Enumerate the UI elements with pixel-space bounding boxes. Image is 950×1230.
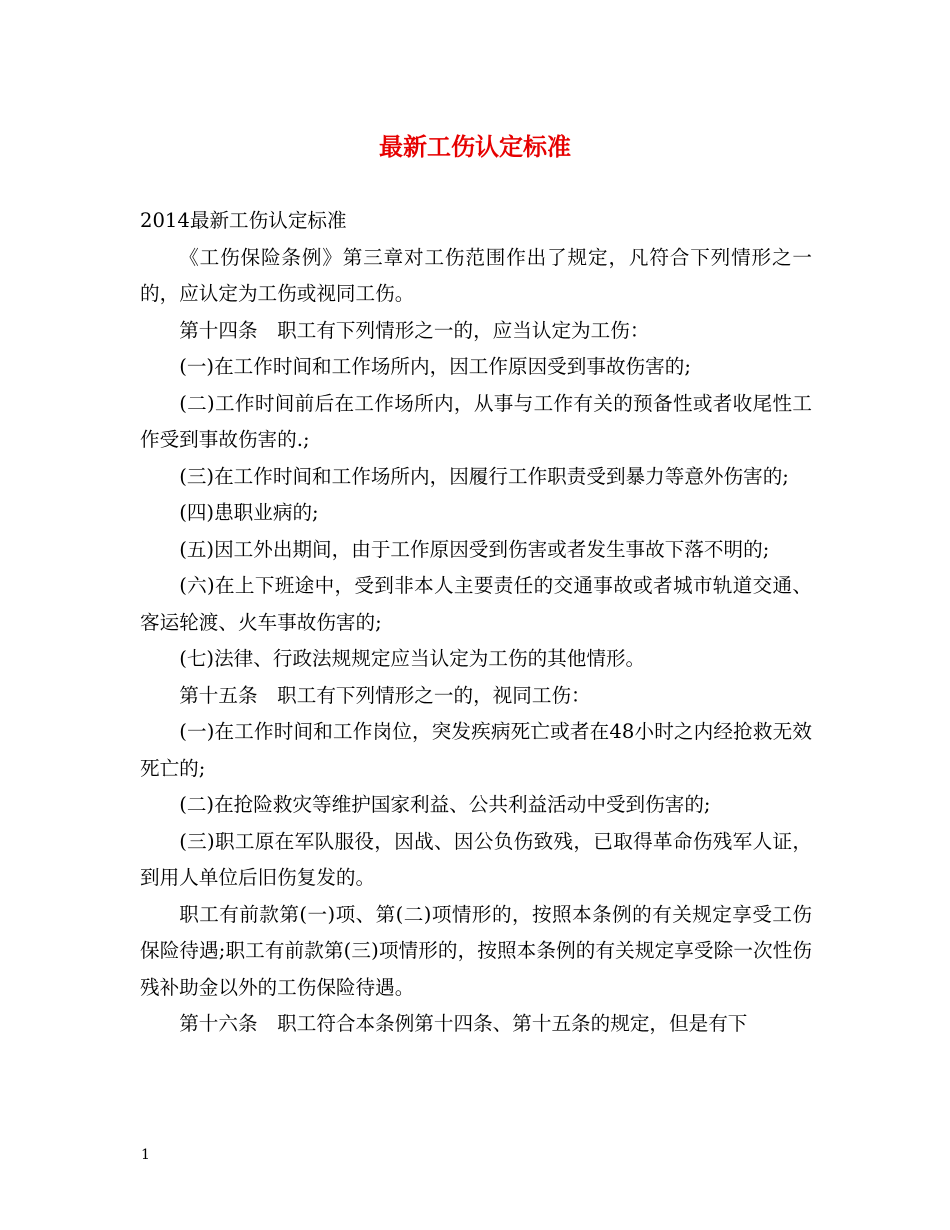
paragraph: (六)在上下班途中，受到非本人主要责任的交通事故或者城市轨道交通、客运轮渡、火车事故伤害的;: [140, 574, 812, 634]
paragraph: 第十四条 职工有下列情形之一的，应当认定为工伤：: [179, 318, 650, 342]
paragraph: (三)职工原在军队服役，因战、因公负伤致残，已取得革命伤残军人证，到用人单位后旧伤复发的。: [140, 829, 812, 889]
paragraph: (五)因工外出期间，由于工作原因受到伤害或者发生事故下落不明的;: [179, 537, 770, 561]
paragraph: (三)在工作时间和工作场所内，因履行工作职责受到暴力等意外伤害的;: [179, 464, 789, 488]
paragraph: 职工有前款第(一)项、第(二)项情形的，按照本条例的有关规定享受工伤保险待遇;职工有前款第(三)项情形的，按照本条例的有关规定享受除一次性伤残补助金以外的工伤保险待遇。: [140, 902, 812, 999]
document-title: 最新工伤认定标准: [379, 132, 571, 161]
paragraph: 2014最新工伤认定标准: [140, 209, 347, 232]
paragraph: (二)在抢险救灾等维护国家利益、公共利益活动中受到伤害的;: [179, 793, 711, 816]
document-body: [140, 203, 812, 1043]
paragraph: (一)在工作时间和工作场所内，因工作原因受到事故伤害的;: [179, 355, 691, 378]
paragraph: (一)在工作时间和工作岗位，突发疾病死亡或者在48小时之内经抢救无效死亡的;: [140, 720, 812, 780]
paragraph: (七)法律、行政法规规定应当认定为工伤的其他情形。: [179, 647, 646, 670]
paragraph: 第十六条 职工符合本条例第十四条、第十五条的规定，但是有下: [179, 1012, 748, 1035]
paragraph: 第十五条 职工有下列情形之一的，视同工伤：: [179, 683, 591, 707]
paragraph: (四)患职业病的;: [179, 501, 319, 524]
page-number: 1: [141, 1147, 150, 1163]
paragraph: 《工伤保险条例》第三章对工伤范围作出了规定，凡符合下列情形之一的，应认定为工伤或视同工伤。: [140, 245, 812, 305]
paragraph: (二)工作时间前后在工作场所内，从事与工作有关的预备性或者收尾性工作受到事故伤害的.;: [140, 391, 812, 451]
